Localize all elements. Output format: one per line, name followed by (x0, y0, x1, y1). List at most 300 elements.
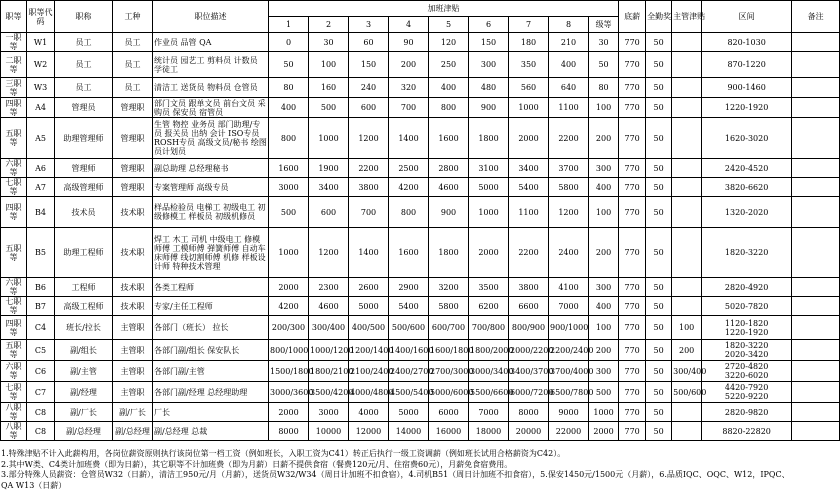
attend-cell: 50 (646, 33, 672, 52)
base-cell: 770 (619, 197, 646, 228)
allowance-cell: 4200 (389, 178, 429, 197)
attend-cell: 50 (646, 178, 672, 197)
table-row (1, 278, 840, 297)
allowance-cell: 300 (589, 278, 619, 297)
allowance-cell: 7000 (549, 297, 589, 316)
salary-table-body (1, 33, 840, 441)
allowance-cell: 1600 (389, 228, 429, 278)
desc-cell: 作业员 品管 QA (153, 33, 269, 52)
allowance-cell: 1800 (469, 118, 509, 159)
allowance-cell: 0 (269, 33, 309, 52)
remark-cell (792, 403, 840, 422)
table-row (1, 118, 840, 159)
allowance-cell: 700 (389, 98, 429, 118)
remark-cell (792, 33, 840, 52)
type-cell: 管理职 (113, 98, 153, 118)
allowance-cell: 200 (389, 52, 429, 78)
desc-cell: 厂长 (153, 403, 269, 422)
base-cell: 770 (619, 52, 646, 78)
rank-cell: 四职等 (1, 98, 27, 118)
allowance-cell: 300/400 (309, 316, 349, 340)
header-desc: 职位描述 (153, 1, 269, 33)
allowance-cell: 350 (509, 52, 549, 78)
title-cell: 副/总经理 (55, 422, 113, 441)
title-cell: 助理管理师 (55, 118, 113, 159)
header-remark: 备注 (792, 1, 840, 33)
table-row (1, 316, 840, 340)
table-row (1, 33, 840, 52)
header-code: 职等代码 (27, 1, 55, 33)
allowance-cell: 18000 (469, 422, 509, 441)
remark-cell (792, 382, 840, 403)
mgr-cell (672, 52, 702, 78)
allowance-cell: 10000 (309, 422, 349, 441)
base-cell: 770 (619, 403, 646, 422)
table-row (1, 159, 840, 178)
type-cell: 主管职 (113, 382, 153, 403)
allowance-cell: 3800 (349, 178, 389, 197)
table-row (1, 340, 840, 361)
base-cell: 770 (619, 422, 646, 441)
mgr-cell: 500/600 (672, 382, 702, 403)
mgr-cell (672, 297, 702, 316)
table-row (1, 52, 840, 78)
allowance-cell: 4100 (549, 278, 589, 297)
code-cell: C7 (27, 382, 55, 403)
allowance-cell: 1900 (309, 159, 349, 178)
range-cell: 2820-4920 (702, 278, 792, 297)
allowance-cell: 2800 (429, 159, 469, 178)
desc-cell: 各部门（班长） 拉长 (153, 316, 269, 340)
allowance-cell: 180 (509, 33, 549, 52)
allowance-cell: 800 (389, 197, 429, 228)
remark-cell (792, 98, 840, 118)
allowance-cell: 2500 (389, 159, 429, 178)
allowance-cell: 900 (429, 197, 469, 228)
remark-cell (792, 228, 840, 278)
allowance-cell: 3100 (469, 159, 509, 178)
header-step: 6 (469, 17, 509, 33)
allowance-cell: 640 (549, 78, 589, 98)
allowance-cell: 20000 (509, 422, 549, 441)
allowance-cell: 3000 (309, 403, 349, 422)
allowance-cell: 90 (389, 33, 429, 52)
allowance-cell: 2200 (509, 228, 549, 278)
type-cell: 技术职 (113, 228, 153, 278)
allowance-cell: 4000/4800 (349, 382, 389, 403)
allowance-cell: 100 (589, 197, 619, 228)
allowance-cell: 100 (589, 316, 619, 340)
type-cell: 员工 (113, 52, 153, 78)
allowance-cell: 3400 (309, 178, 349, 197)
range-cell: 8820-22820 (702, 422, 792, 441)
desc-cell: 各部门副/主管 (153, 361, 269, 382)
base-cell: 770 (619, 297, 646, 316)
allowance-cell: 2000 (469, 228, 509, 278)
range-cell: 1120-1820 1220-1920 (702, 316, 792, 340)
type-cell: 员工 (113, 33, 153, 52)
allowance-cell: 300 (589, 361, 619, 382)
allowance-cell: 60 (349, 33, 389, 52)
attend-cell: 50 (646, 197, 672, 228)
desc-cell: 副/总经理 总裁 (153, 422, 269, 441)
header-step: 5 (429, 17, 469, 33)
mgr-cell (672, 278, 702, 297)
mgr-cell: 300/400 (672, 361, 702, 382)
allowance-cell: 2100/2400 (349, 361, 389, 382)
allowance-cell: 1200 (309, 228, 349, 278)
allowance-cell: 3000/3600 (269, 382, 309, 403)
type-cell: 管理职 (113, 178, 153, 197)
code-cell: B7 (27, 297, 55, 316)
range-cell: 2820-9820 (702, 403, 792, 422)
rank-cell: 七职等 (1, 178, 27, 197)
allowance-cell: 600 (309, 197, 349, 228)
attend-cell: 50 (646, 361, 672, 382)
range-cell: 900-1460 (702, 78, 792, 98)
allowance-cell: 600 (349, 98, 389, 118)
table-row (1, 361, 840, 382)
allowance-cell: 2700/3000 (429, 361, 469, 382)
base-cell: 770 (619, 316, 646, 340)
allowance-cell: 120 (429, 33, 469, 52)
allowance-cell: 1600 (269, 159, 309, 178)
attend-cell: 50 (646, 78, 672, 98)
allowance-cell: 5000/6000 (429, 382, 469, 403)
code-cell: C8 (27, 403, 55, 422)
allowance-cell: 2000 (269, 278, 309, 297)
desc-cell: 生管 物控 业务员 部门助理/专员 报关员 出纳 会计 ISO专员 ROSH专员 高级文员/秘书 绘图员计划员 (153, 118, 269, 159)
code-cell: B5 (27, 228, 55, 278)
allowance-cell: 800/1000 (269, 340, 309, 361)
title-cell: 工程师 (55, 278, 113, 297)
footnotes (1, 449, 837, 491)
allowance-cell: 1400 (349, 228, 389, 278)
allowance-cell: 22000 (549, 422, 589, 441)
base-cell: 770 (619, 178, 646, 197)
allowance-cell: 6000 (429, 403, 469, 422)
allowance-cell: 8000 (269, 422, 309, 441)
type-cell: 技术职 (113, 297, 153, 316)
allowance-cell: 3000 (269, 178, 309, 197)
allowance-cell: 400 (269, 98, 309, 118)
allowance-cell: 6200 (469, 297, 509, 316)
attend-cell: 50 (646, 340, 672, 361)
base-cell: 770 (619, 159, 646, 178)
remark-cell (792, 361, 840, 382)
allowance-cell: 400/500 (349, 316, 389, 340)
type-cell: 主管职 (113, 340, 153, 361)
type-cell: 管理职 (113, 118, 153, 159)
allowance-cell: 1200 (349, 118, 389, 159)
desc-cell: 各部门副/经理 总经理助理 (153, 382, 269, 403)
header-step: 8 (549, 17, 589, 33)
mgr-cell (672, 178, 702, 197)
allowance-cell: 3400/3700 (509, 361, 549, 382)
mgr-cell (672, 422, 702, 441)
range-cell: 870-1220 (702, 52, 792, 78)
code-cell: A7 (27, 178, 55, 197)
header-range: 区间 (702, 1, 792, 33)
allowance-cell: 9000 (549, 403, 589, 422)
allowance-cell: 100 (309, 52, 349, 78)
table-row (1, 382, 840, 403)
rank-cell: 五职等 (1, 340, 27, 361)
table-row (1, 228, 840, 278)
header-step: 4 (389, 17, 429, 33)
title-cell: 班长/拉长 (55, 316, 113, 340)
allowance-cell: 30 (589, 33, 619, 52)
code-cell: C6 (27, 361, 55, 382)
allowance-cell: 4000 (349, 403, 389, 422)
base-cell: 770 (619, 33, 646, 52)
allowance-cell: 3800 (509, 278, 549, 297)
allowance-cell: 2400/2700 (389, 361, 429, 382)
allowance-cell: 1800/2000 (469, 340, 509, 361)
range-cell: 1220-1920 (702, 98, 792, 118)
rank-cell: 八职等 (1, 422, 27, 441)
range-cell: 2420-4520 (702, 159, 792, 178)
allowance-cell: 240 (349, 78, 389, 98)
remark-cell (792, 178, 840, 197)
header-type: 工种 (113, 1, 153, 33)
allowance-cell: 800/900 (509, 316, 549, 340)
allowance-cell: 200 (589, 340, 619, 361)
table-row (1, 422, 840, 441)
header-rank: 职等 (1, 1, 27, 33)
allowance-cell: 700/800 (469, 316, 509, 340)
code-cell: B4 (27, 197, 55, 228)
allowance-cell: 600/700 (429, 316, 469, 340)
title-cell: 助理工程师 (55, 228, 113, 278)
allowance-cell: 4200 (269, 297, 309, 316)
allowance-cell: 1100 (549, 98, 589, 118)
allowance-cell: 3700/4000 (549, 361, 589, 382)
allowance-cell: 400 (589, 178, 619, 197)
allowance-cell: 1200 (549, 197, 589, 228)
range-cell: 820-1030 (702, 33, 792, 52)
title-cell: 员工 (55, 52, 113, 78)
mgr-cell: 200 (672, 340, 702, 361)
rank-cell: 五职等 (1, 228, 27, 278)
type-cell: 副/厂长 (113, 403, 153, 422)
table-row (1, 403, 840, 422)
allowance-cell: 80 (589, 78, 619, 98)
attend-cell: 50 (646, 159, 672, 178)
allowance-cell: 200 (589, 118, 619, 159)
title-cell: 副/主管 (55, 361, 113, 382)
title-cell: 管理师 (55, 159, 113, 178)
allowance-cell: 4500/5400 (389, 382, 429, 403)
allowance-cell: 30 (309, 33, 349, 52)
attend-cell: 50 (646, 382, 672, 403)
allowance-cell: 1000 (269, 228, 309, 278)
desc-cell: 专案管理师 高级专员 (153, 178, 269, 197)
rank-cell: 四职等 (1, 197, 27, 228)
attend-cell: 50 (646, 422, 672, 441)
allowance-cell: 5800 (429, 297, 469, 316)
rank-cell: 七职等 (1, 297, 27, 316)
title-cell: 员工 (55, 33, 113, 52)
allowance-cell: 300 (589, 159, 619, 178)
allowance-cell: 50 (589, 52, 619, 78)
code-cell: A4 (27, 98, 55, 118)
allowance-cell: 400 (549, 52, 589, 78)
code-cell: W1 (27, 33, 55, 52)
allowance-cell: 1000 (469, 197, 509, 228)
allowance-cell: 560 (509, 78, 549, 98)
base-cell: 770 (619, 118, 646, 159)
allowance-cell: 150 (349, 52, 389, 78)
allowance-cell: 2200 (549, 118, 589, 159)
title-cell: 副/经理 (55, 382, 113, 403)
allowance-cell: 6000/7200 (509, 382, 549, 403)
allowance-cell: 8000 (509, 403, 549, 422)
desc-cell: 焊工 木工 司机 中级电工 修模师傅 工模师傅 弹簧师傅 自动车床师傅 线切割师傅 机修 样板设计师 特种技术管理 (153, 228, 269, 278)
attend-cell: 50 (646, 98, 672, 118)
attend-cell: 50 (646, 228, 672, 278)
type-cell: 副/总经理 (113, 422, 153, 441)
allowance-cell: 1600 (429, 118, 469, 159)
rank-cell: 五职等 (1, 118, 27, 159)
desc-cell: 各类工程师 (153, 278, 269, 297)
base-cell: 770 (619, 361, 646, 382)
table-row (1, 297, 840, 316)
attend-cell: 50 (646, 278, 672, 297)
mgr-cell (672, 78, 702, 98)
allowance-cell: 12000 (349, 422, 389, 441)
allowance-cell: 4600 (309, 297, 349, 316)
range-cell: 4420-7920 5220-9220 (702, 382, 792, 403)
remark-cell (792, 197, 840, 228)
header-step: 级等 (589, 17, 619, 33)
desc-cell: 统计员 园艺工 剪料员 计数员 学徒工 (153, 52, 269, 78)
allowance-cell: 210 (549, 33, 589, 52)
allowance-cell: 3400 (509, 159, 549, 178)
footnote: 1.特殊津贴不计入此薪构用，各岗位薪资原则执行该岗位第一档工资（例如班长，入职工资为C41）转正后执行一级工资调薪（例如班长试用合格薪资为C42）。 (1, 449, 566, 458)
code-cell: C5 (27, 340, 55, 361)
desc-cell: 样品检验员 电梯工 初级电工 初级修模工 样板员 初级机修员 (153, 197, 269, 228)
title-cell: 高级管理师 (55, 178, 113, 197)
range-cell: 2720-4820 3220-6020 (702, 361, 792, 382)
allowance-cell: 1200/1400 (349, 340, 389, 361)
desc-cell: 副总助理 总经理秘书 (153, 159, 269, 178)
attend-cell: 50 (646, 316, 672, 340)
allowance-cell: 2000/2200 (509, 340, 549, 361)
allowance-cell: 2900 (389, 278, 429, 297)
code-cell: C8 (27, 422, 55, 441)
allowance-cell: 1500/1800 (269, 361, 309, 382)
allowance-cell: 1000 (589, 403, 619, 422)
allowance-cell: 7000 (469, 403, 509, 422)
rank-cell: 一职等 (1, 33, 27, 52)
desc-cell: 清洁工 送货员 物料员 仓管员 (153, 78, 269, 98)
code-cell: C4 (27, 316, 55, 340)
header-attend: 全勤奖 (646, 1, 672, 33)
rank-cell: 六职等 (1, 159, 27, 178)
header-step: 3 (349, 17, 389, 33)
type-cell: 主管职 (113, 316, 153, 340)
allowance-cell: 160 (309, 78, 349, 98)
type-cell: 管理职 (113, 159, 153, 178)
mgr-cell (672, 197, 702, 228)
allowance-cell: 50 (269, 52, 309, 78)
allowance-cell: 800 (269, 118, 309, 159)
title-cell: 副/厂长 (55, 403, 113, 422)
header-step: 1 (269, 17, 309, 33)
rank-cell: 八职等 (1, 403, 27, 422)
allowance-cell: 6600 (509, 297, 549, 316)
header-step: 7 (509, 17, 549, 33)
allowance-cell: 300 (469, 52, 509, 78)
allowance-cell: 1600/1800 (429, 340, 469, 361)
header-base: 底薪 (619, 1, 646, 33)
attend-cell: 50 (646, 118, 672, 159)
attend-cell: 50 (646, 403, 672, 422)
range-cell: 1820-3220 (702, 228, 792, 278)
mgr-cell (672, 228, 702, 278)
base-cell: 770 (619, 382, 646, 403)
mgr-cell (672, 159, 702, 178)
remark-cell (792, 159, 840, 178)
type-cell: 技术职 (113, 278, 153, 297)
desc-cell: 各部门副/组长 保安队长 (153, 340, 269, 361)
rank-cell: 七职等 (1, 382, 27, 403)
remark-cell (792, 297, 840, 316)
type-cell: 主管职 (113, 361, 153, 382)
allowance-cell: 3500/4200 (309, 382, 349, 403)
allowance-cell: 5400 (509, 178, 549, 197)
allowance-cell: 500/600 (389, 316, 429, 340)
desc-cell: 部门文员 跟单文员 前台文员 采购员 保安员 宿管员 (153, 98, 269, 118)
header-step: 2 (309, 17, 349, 33)
base-cell: 770 (619, 98, 646, 118)
range-cell: 1320-2020 (702, 197, 792, 228)
title-cell: 员工 (55, 78, 113, 98)
rank-cell: 四职等 (1, 316, 27, 340)
rank-cell: 六职等 (1, 278, 27, 297)
allowance-cell: 2300 (309, 278, 349, 297)
allowance-cell: 14000 (389, 422, 429, 441)
title-cell: 管理员 (55, 98, 113, 118)
code-cell: B6 (27, 278, 55, 297)
allowance-cell: 2600 (349, 278, 389, 297)
base-cell: 770 (619, 228, 646, 278)
attend-cell: 50 (646, 297, 672, 316)
allowance-cell: 2000 (589, 422, 619, 441)
allowance-cell: 5000 (469, 178, 509, 197)
allowance-cell: 1100 (509, 197, 549, 228)
base-cell: 770 (619, 278, 646, 297)
range-cell: 3820-6620 (702, 178, 792, 197)
allowance-cell: 5400 (389, 297, 429, 316)
mgr-cell (672, 98, 702, 118)
type-cell: 技术职 (113, 197, 153, 228)
range-cell: 1620-3020 (702, 118, 792, 159)
allowance-cell: 5000 (349, 297, 389, 316)
code-cell: W2 (27, 52, 55, 78)
rank-cell: 二职等 (1, 52, 27, 78)
allowance-cell: 250 (429, 52, 469, 78)
allowance-cell: 900/1000 (549, 316, 589, 340)
remark-cell (792, 52, 840, 78)
allowance-cell: 5800 (549, 178, 589, 197)
table-row (1, 197, 840, 228)
base-cell: 770 (619, 78, 646, 98)
allowance-cell: 3000/3400 (469, 361, 509, 382)
remark-cell (792, 422, 840, 441)
allowance-cell: 200 (589, 228, 619, 278)
